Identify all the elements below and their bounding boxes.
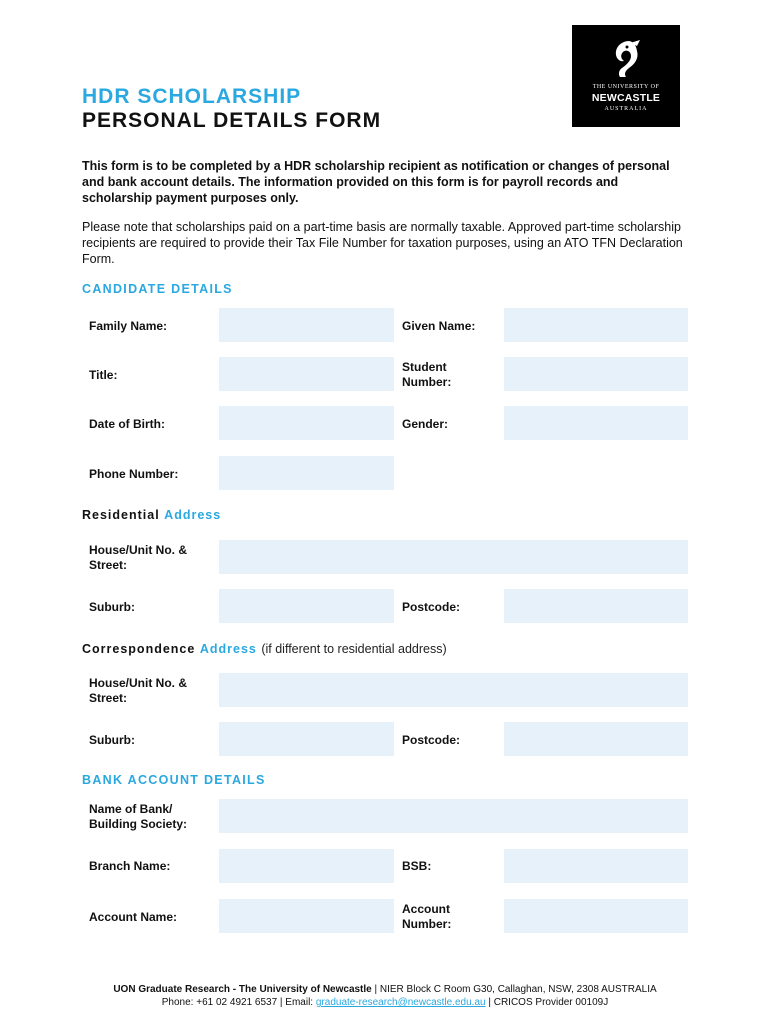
res-suburb-label: Suburb:	[89, 600, 135, 614]
taxation-note: Please note that scholarships paid on a part-time basis are normally taxable. Approved part-time scholarship recipients are required to provide their Tax File Number for taxation purposes, using an ATO TFN Declaration Form.	[82, 220, 683, 266]
bank-name-field[interactable]	[219, 799, 688, 833]
footer-line2	[60, 996, 710, 1009]
page-footer	[60, 983, 710, 1009]
res-postcode-field[interactable]	[504, 589, 688, 623]
phone-field[interactable]	[219, 456, 394, 490]
form-title-line2: PERSONAL DETAILS FORM	[82, 109, 382, 132]
phone-label: Phone Number:	[89, 467, 179, 481]
bank-name-label-line2: Building Society:	[89, 817, 188, 831]
corr-house-field[interactable]	[219, 673, 688, 707]
gender-label: Gender:	[402, 417, 449, 431]
correspondence-heading-accent: Address	[199, 642, 257, 656]
account-name-field[interactable]	[219, 899, 394, 933]
footer-email-link[interactable]: graduate-research@newcastle.edu.au	[315, 997, 486, 1008]
footer-org: UON Graduate Research - The University of Newcastle	[113, 984, 372, 995]
candidate-details-heading: CANDIDATE DETAILS	[82, 282, 233, 296]
corr-house-label-line2: Street:	[89, 691, 128, 705]
res-house-label-line2: Street:	[89, 558, 128, 572]
seahorse-emblem-icon	[610, 39, 644, 79]
correspondence-heading-word: Correspondence	[82, 642, 196, 656]
res-house-field[interactable]	[219, 540, 688, 574]
residential-address-heading	[82, 508, 221, 522]
bsb-field[interactable]	[504, 849, 688, 883]
student-number-label-line1: Student	[402, 360, 447, 374]
footer-line1	[60, 983, 710, 996]
dob-label: Date of Birth:	[89, 417, 165, 431]
corr-house-label	[89, 676, 187, 706]
family-name-field[interactable]	[219, 308, 394, 342]
footer-address: | NIER Block C Room G30, Callaghan, NSW, 2308 AUSTRALIA	[374, 984, 657, 995]
given-name-label: Given Name:	[402, 319, 476, 333]
footer-phone: Phone: +61 02 4921 6537 | Email:	[161, 997, 314, 1008]
res-house-label	[89, 543, 187, 573]
corr-postcode-field[interactable]	[504, 722, 688, 756]
corr-suburb-field[interactable]	[219, 722, 394, 756]
bank-name-label-line1: Name of Bank/	[89, 802, 173, 816]
logo-line3: AUSTRALIA	[604, 106, 648, 112]
branch-name-field[interactable]	[219, 849, 394, 883]
title-label: Title:	[89, 368, 118, 382]
bank-name-label	[89, 802, 187, 832]
bsb-label: BSB:	[402, 859, 432, 873]
res-postcode-label: Postcode:	[402, 600, 461, 614]
account-number-label-line2: Number:	[402, 917, 452, 931]
family-name-label: Family Name:	[89, 319, 168, 333]
account-name-label: Account Name:	[89, 910, 178, 924]
gender-field[interactable]	[504, 406, 688, 440]
corr-house-label-line1: House/Unit No. &	[89, 676, 187, 690]
dob-field[interactable]	[219, 406, 394, 440]
logo-line2: NEWCASTLE	[591, 92, 661, 104]
given-name-field[interactable]	[504, 308, 688, 342]
title-field[interactable]	[219, 357, 394, 391]
student-number-label-line2: Number:	[402, 375, 452, 389]
corr-postcode-label: Postcode:	[402, 733, 461, 747]
residential-heading-accent: Address	[164, 508, 222, 522]
res-house-label-line1: House/Unit No. &	[89, 543, 187, 557]
account-number-label-line1: Account	[402, 902, 450, 916]
res-suburb-field[interactable]	[219, 589, 394, 623]
corr-suburb-label: Suburb:	[89, 733, 135, 747]
account-number-label	[402, 902, 451, 932]
bank-details-heading: BANK ACCOUNT DETAILS	[82, 773, 266, 787]
form-title-line1: HDR SCHOLARSHIP	[82, 85, 302, 108]
correspondence-heading-note: (if different to residential address)	[261, 642, 447, 656]
footer-cricos: | CRICOS Provider 00109J	[488, 997, 609, 1008]
correspondence-address-heading	[82, 642, 447, 656]
account-number-field[interactable]	[504, 899, 688, 933]
student-number-field[interactable]	[504, 357, 688, 391]
university-logo	[572, 25, 680, 127]
student-number-label	[402, 360, 451, 390]
logo-line1: THE UNIVERSITY OF	[592, 84, 660, 90]
intro-paragraph: This form is to be completed by a HDR scholarship recipient as notification or changes of personal and bank account details. The information provided on this form is for payroll records and scholarship payment purposes only.	[82, 159, 670, 205]
branch-name-label: Branch Name:	[89, 859, 171, 873]
residential-heading-word: Residential	[82, 508, 160, 522]
